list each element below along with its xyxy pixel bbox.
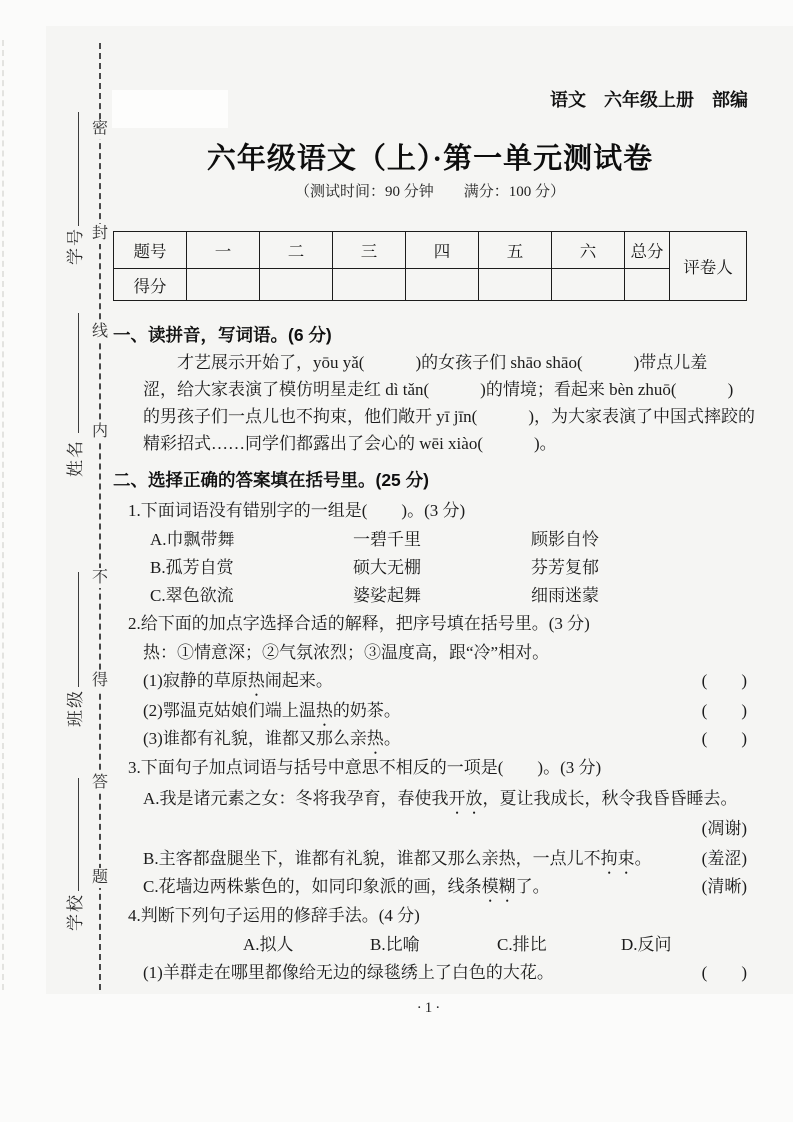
table-header-cell: 一	[187, 232, 260, 269]
question1-option-row	[143, 525, 757, 547]
answer-bracket: (凋谢)	[701, 819, 747, 838]
pinyin-paragraph-line: 涩，给大家表演了模仿明星走红 dì tǎn( )的情境；看起来 bèn zhuō( )	[143, 380, 734, 399]
emphasized-word: 模糊	[481, 877, 516, 896]
answer-bracket: (羞涩)	[701, 849, 747, 868]
question4-item	[143, 958, 747, 983]
pinyin-paragraph-line: 精彩招式……同学们都露出了会心的 wēi xiào( )。	[143, 434, 557, 453]
student-id-label: 学号	[66, 227, 85, 265]
seal-char: 得	[88, 671, 112, 691]
class-label: 班级	[66, 689, 85, 727]
seal-char: 封	[88, 224, 112, 244]
option-word: B.孤芳自赏	[150, 558, 234, 577]
school-write-line	[78, 778, 79, 891]
table-header-cell: 题号	[114, 232, 187, 269]
question2-stem: 2.给下面的加点字选择合适的解释，把序号填在括号里。(3 分)	[128, 614, 590, 633]
pinyin-paragraph-line: 才艺展示开始了，yōu yǎ( )的女孩子们 shāo shāo( )带点儿羞	[177, 353, 708, 372]
item-sentence: (3)谁都有礼貌，谁都又那么亲热。	[143, 729, 401, 748]
question3-stem: 3.下面句子加点词语与括号中意思不相反的一项是( )。(3 分)	[128, 758, 602, 777]
option-word: 芬芳复郁	[531, 558, 599, 577]
question4-stem: 4.判断下列句子运用的修辞手法。(4 分)	[128, 906, 420, 925]
table-header-cell: 总分	[625, 232, 670, 269]
option-word: 细雨迷蒙	[531, 586, 599, 605]
option-word: A.巾飘带舞	[150, 530, 235, 549]
emphasized-char: 热	[315, 701, 333, 720]
seal-char: 线	[88, 322, 112, 342]
score-cell	[479, 269, 552, 301]
seal-char: 密	[88, 119, 112, 139]
edition-header: 语文 六年级上册 部编	[550, 90, 748, 110]
item-sentence: B.主客都盘腿坐下，谁都有礼貌，谁都又那么亲热，一点儿不拘束。	[143, 849, 652, 868]
question2-definitions: 热：①情意深；②气氛浓烈；③温度高，跟“冷”相对。	[143, 643, 550, 662]
score-cell	[406, 269, 479, 301]
option-word: 顾影自怜	[531, 530, 599, 549]
name-label: 姓名	[66, 439, 85, 477]
section1-heading: 一、读拼音，写词语。(6 分)	[113, 325, 332, 345]
question1-option-row	[143, 581, 757, 603]
score-cell	[552, 269, 625, 301]
option-word: C.翠色欲流	[150, 586, 234, 605]
question1-stem: 1.下面词语没有错别字的一组是( )。(3 分)	[128, 501, 466, 520]
choice: A.拟人	[243, 935, 294, 954]
item-sentence: C.花墙边两株紫色的，如同印象派的画，线条模糊了。	[143, 877, 550, 896]
answer-bracket: ( )	[701, 671, 747, 690]
score-cell	[333, 269, 406, 301]
seal-char: 内	[88, 422, 112, 442]
answer-bracket: ( )	[701, 701, 747, 720]
choice: D.反问	[621, 935, 672, 954]
option-word: 硕大无棚	[353, 558, 421, 577]
school-label: 学校	[66, 893, 85, 931]
scan-edge-artifact	[2, 40, 4, 990]
student-id-write-line	[78, 112, 79, 226]
question3-option-a: A.我是诸元素之女：冬将我孕育，春使我开放，夏让我成长，秋令我昏昏睡去。	[143, 789, 738, 808]
question1-option-row	[143, 553, 757, 575]
section2-heading: 二、选择正确的答案填在括号里。(25 分)	[113, 470, 429, 490]
name-write-line	[78, 313, 79, 433]
emphasized-word: 开放	[448, 789, 483, 808]
table-header-cell: 五	[479, 232, 552, 269]
answer-bracket: (清晰)	[701, 877, 747, 896]
question4-choices	[143, 930, 757, 952]
answer-bracket: ( )	[701, 963, 747, 982]
option-word: 一碧千里	[353, 530, 421, 549]
seal-char: 题	[88, 868, 112, 888]
seal-char: 不	[88, 568, 112, 588]
test-info-subtitle: （测试时间：90 分钟 满分：100 分）	[294, 184, 565, 200]
emphasized-char: 热	[247, 671, 265, 690]
score-cell	[625, 269, 670, 301]
score-cell	[187, 269, 260, 301]
answer-bracket: ( )	[701, 729, 747, 748]
page-title: 六年级语文（上）·第一单元测试卷	[206, 143, 654, 175]
table-header-cell: 六	[552, 232, 625, 269]
page-number: ·1·	[416, 1000, 444, 1016]
emphasized-char: 热	[366, 729, 384, 748]
table-header-cell: 二	[260, 232, 333, 269]
score-table	[113, 231, 747, 301]
choice: B.比喻	[370, 935, 420, 954]
emphasized-word: 拘束	[600, 849, 635, 868]
choice: C.排比	[497, 935, 547, 954]
item-sentence: (2)鄂温克姑娘们端上温热的奶茶。	[143, 701, 401, 720]
option-word: 婆娑起舞	[353, 586, 421, 605]
score-row-label: 得分	[114, 269, 187, 301]
grader-cell: 评卷人	[670, 232, 747, 301]
blank-patch	[112, 90, 228, 128]
item-sentence: (1)寂静的草原热闹起来。	[143, 671, 333, 690]
seal-char: 答	[88, 773, 112, 793]
class-write-line	[78, 572, 79, 687]
item-sentence: (1)羊群走在哪里都像给无边的绿毯绣上了白色的大花。	[143, 963, 554, 982]
pinyin-paragraph-line: 的男孩子们一点儿也不拘束，他们敞开 yī jīn( )，为大家表演了中国式摔跤的	[143, 407, 755, 426]
seal-dashed-line	[99, 43, 101, 990]
question2-item	[143, 666, 747, 700]
table-header-cell: 四	[406, 232, 479, 269]
table-header-cell: 三	[333, 232, 406, 269]
score-cell	[260, 269, 333, 301]
